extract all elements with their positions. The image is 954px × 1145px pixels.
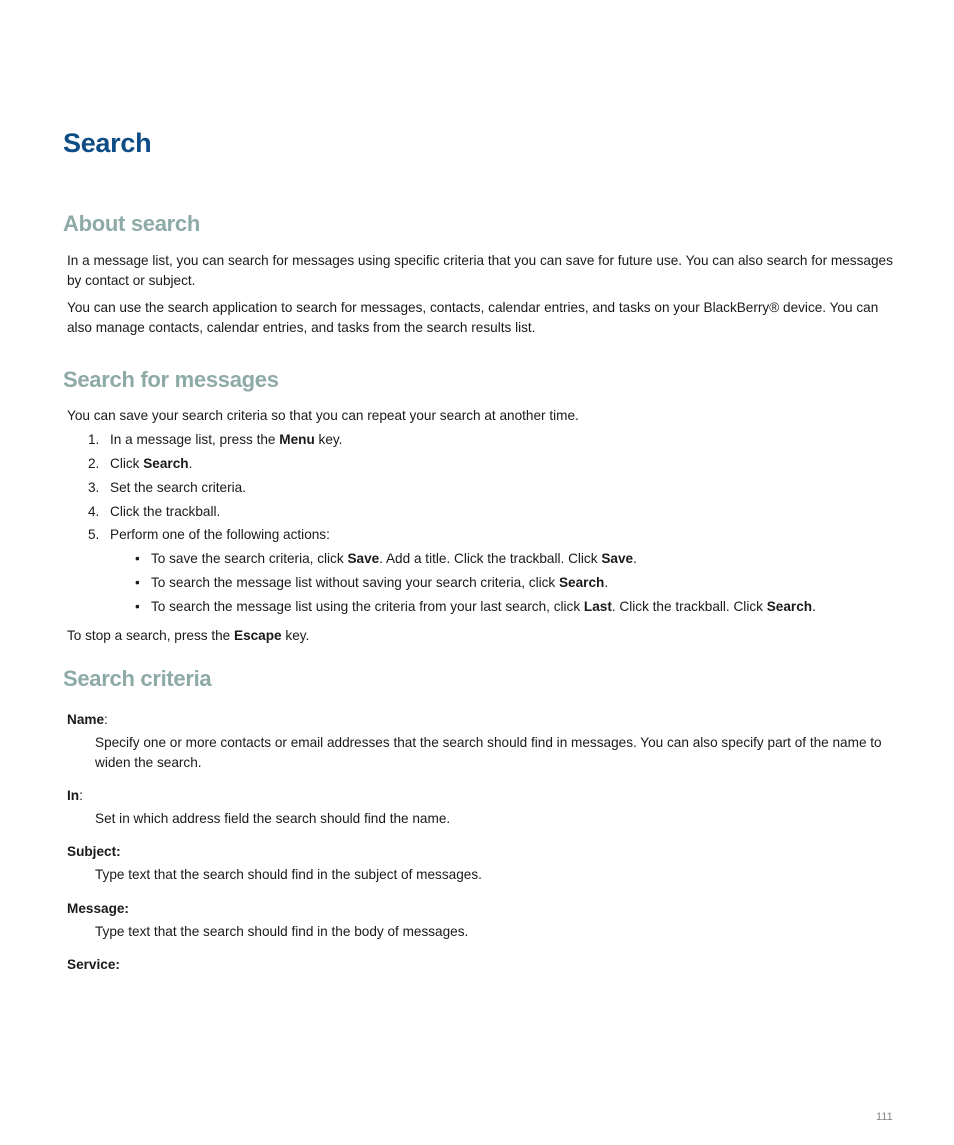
criteria-def-subject: Type text that the search should find in the subject of messages. xyxy=(95,867,482,882)
criteria-term-service: Service: xyxy=(67,957,120,972)
step-bold-term: Menu xyxy=(279,432,315,447)
criteria-term-name: Name: xyxy=(67,712,108,727)
bullet-item: • To search the message list using the criteria from your last search, click Last. Click the trackball. Click Search. xyxy=(135,599,816,614)
page-title: Search xyxy=(63,128,152,158)
step-number: 5. xyxy=(88,527,100,542)
criteria-term-message: Message: xyxy=(67,901,129,916)
criteria-term-in: In: xyxy=(67,788,83,803)
stop-search-note: To stop a search, press the Escape key. xyxy=(67,628,310,643)
bullet-item: • To save the search criteria, click Save. Add a title. Click the trackball. Click Save. xyxy=(135,551,637,566)
step-text: Click the trackball. xyxy=(110,504,221,519)
step-text: . xyxy=(188,456,193,471)
search-for-messages-heading: Search for messages xyxy=(63,367,279,392)
step-text: In a message list, press the xyxy=(110,432,280,447)
step-text: Perform one of the following actions: xyxy=(110,527,330,542)
step-number: 3. xyxy=(88,480,100,495)
search-messages-intro: You can save your search criteria so that you can repeat your search at another time. xyxy=(67,408,579,423)
step-text: key. xyxy=(314,432,343,447)
step-4 xyxy=(88,502,220,521)
step-2 xyxy=(88,454,192,473)
bullet-item: • To search the message list without saving your search criteria, click Search. xyxy=(135,575,609,590)
step-1 xyxy=(88,430,342,449)
bullet-dot-icon: • xyxy=(135,575,140,590)
step-number: 2. xyxy=(88,456,100,471)
criteria-def-name: Specify one or more contacts or email addresses that the search should find in messages. You can also specify part of the name to widen the search. xyxy=(95,735,882,770)
about-paragraph-1: In a message list, you can search for messages using specific criteria that you can save for future use. You can also search for messages by contact or subject. xyxy=(67,253,893,288)
search-criteria-heading: Search criteria xyxy=(63,666,212,691)
step-number: 4. xyxy=(88,504,100,519)
step-text: Click xyxy=(110,456,144,471)
step-number: 1. xyxy=(88,432,100,447)
step-3 xyxy=(88,478,246,497)
bullet-dot-icon: • xyxy=(135,599,140,614)
criteria-def-message: Type text that the search should find in the body of messages. xyxy=(95,924,469,939)
about-paragraph-2: You can use the search application to search for messages, contacts, calendar entries, and tasks on your BlackBerry® device. You can also manage contacts, calendar entries, and tasks from the search results list. xyxy=(67,300,879,335)
bullet-dot-icon: • xyxy=(135,551,140,566)
step-5 xyxy=(88,525,330,544)
step-bold-term: Search xyxy=(143,456,189,471)
page-number: 111 xyxy=(876,1111,893,1123)
criteria-def-in: Set in which address field the search should find the name. xyxy=(95,811,451,826)
about-search-heading: About search xyxy=(63,211,200,236)
criteria-term-subject: Subject: xyxy=(67,844,121,859)
step-text: Set the search criteria. xyxy=(110,480,246,495)
